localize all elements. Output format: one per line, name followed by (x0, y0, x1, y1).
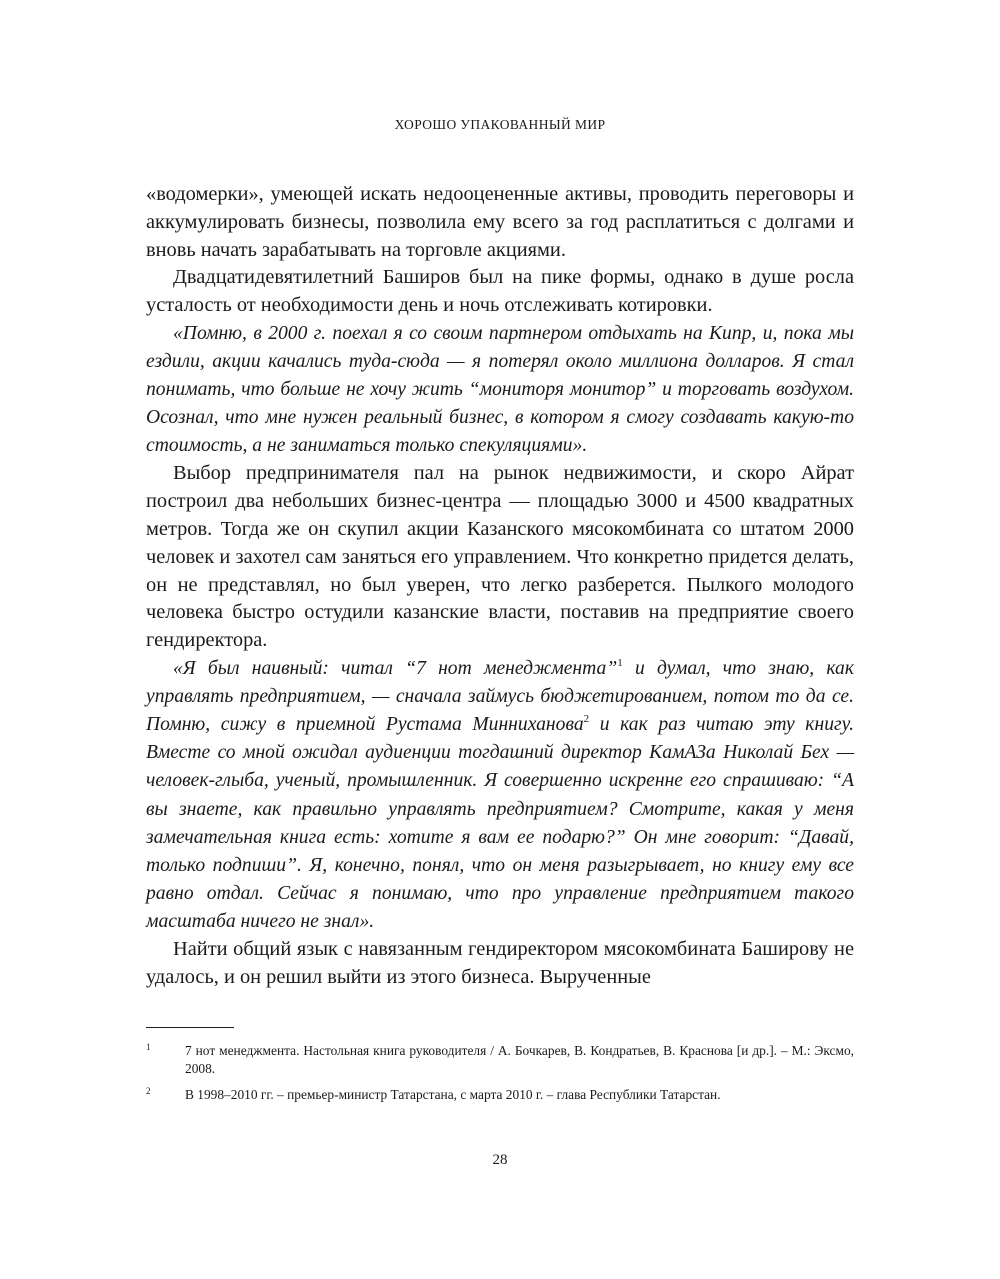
quote-text: «Я был наивный: читал “7 нот менеджмента” (173, 658, 618, 680)
footnote-text: В 1998–2010 гг. – премьер-министр Татарстана, с марта 2010 г. – глава Республики Татарстан. (185, 1087, 721, 1102)
quote-paragraph: «Помню, в 2000 г. поехал я со своим партнером отдыхать на Кипр, и, пока мы ездили, акции качались туда-сюда — я потерял около миллиона долларов. Я стал понимать, что больше не хочу жить “мониторя монитор” и торговать воздухом. Осознал, что мне нужен реальный бизнес, в котором я смогу создавать какую-то стоимость, а не заниматься только спекуляциями». (146, 322, 854, 457)
paragraph: Двадцатидевятилетний Баширов был на пике формы, однако в душе росла усталость от необходимости день и ночь отслеживать котировки. (146, 266, 854, 317)
quote-text: и как раз читаю эту книгу. Вместе со мной ожидал аудиенции тогдашний директор КамАЗа Николай Бех — человек-глыба, ученый, промышленник. Я совершенно искренне его спрашиваю: “А вы знаете, как правильно управлять предприятием? Смотрите, какая у меня замечательная книга есть: хотите я вам ее подарю?” Он мне говорит: “Давай, только подпиши”. Я, конечно, понял, что он меня разыгрывает, но книгу ему все равно отдал. Сейчас я понимаю, что про управление предприятием такого масштаба ничего не знал». (146, 714, 854, 932)
footnotes (146, 1042, 854, 1113)
running-head: ХОРОШО УПАКОВАННЫЙ МИР (394, 117, 606, 132)
footnote-reference: 1 (617, 657, 623, 670)
body-text (146, 181, 854, 992)
footnote-divider (146, 1027, 234, 1028)
footnote (146, 1042, 854, 1077)
paragraph: «водомерки», умеющей искать недооцененные активы, проводить переговоры и аккумулировать бизнесы, позволила ему всего за год расплатиться с долгами и вновь начать зарабатывать на торговле акциями. (146, 183, 854, 261)
footnote-mark: 2 (146, 1086, 151, 1096)
footnote-mark: 1 (146, 1042, 151, 1052)
paragraph: Выбор предпринимателя пал на рынок недвижимости, и скоро Айрат построил два небольших бизнес-центра — площадью 3000 и 4500 квадратных метров. Тогда же он скупил акции Казанского мясокомбината со штатом 2000 человек и захотел сам заняться его управлением. Что конкретно придется делать, он не представлял, но был уверен, что легко разберется. Пылкого молодого человека быстро остудили казанские власти, поставив на предприятие своего гендиректора. (146, 462, 854, 652)
page-number: 28 (492, 1152, 508, 1168)
footnote (146, 1086, 854, 1104)
footnote-text: 7 нот менеджмента. Настольная книга руководителя / А. Бочкарев, В. Кондратьев, В. Краснова [и др.]. – М.: Эксмо, 2008. (185, 1043, 854, 1076)
footnote-reference: 2 (583, 713, 590, 726)
quote-paragraph (146, 655, 854, 936)
quote-text: и думал, что знаю, как управлять предприятием, — сначала займусь бюджетированием, потом то да се. Помню, сижу в приемной Рустама Минниханова (146, 658, 855, 736)
paragraph: Найти общий язык с навязанным гендиректором мясокомбината Баширову не удалось, и он решил выйти из этого бизнеса. Вырученные (146, 937, 854, 988)
